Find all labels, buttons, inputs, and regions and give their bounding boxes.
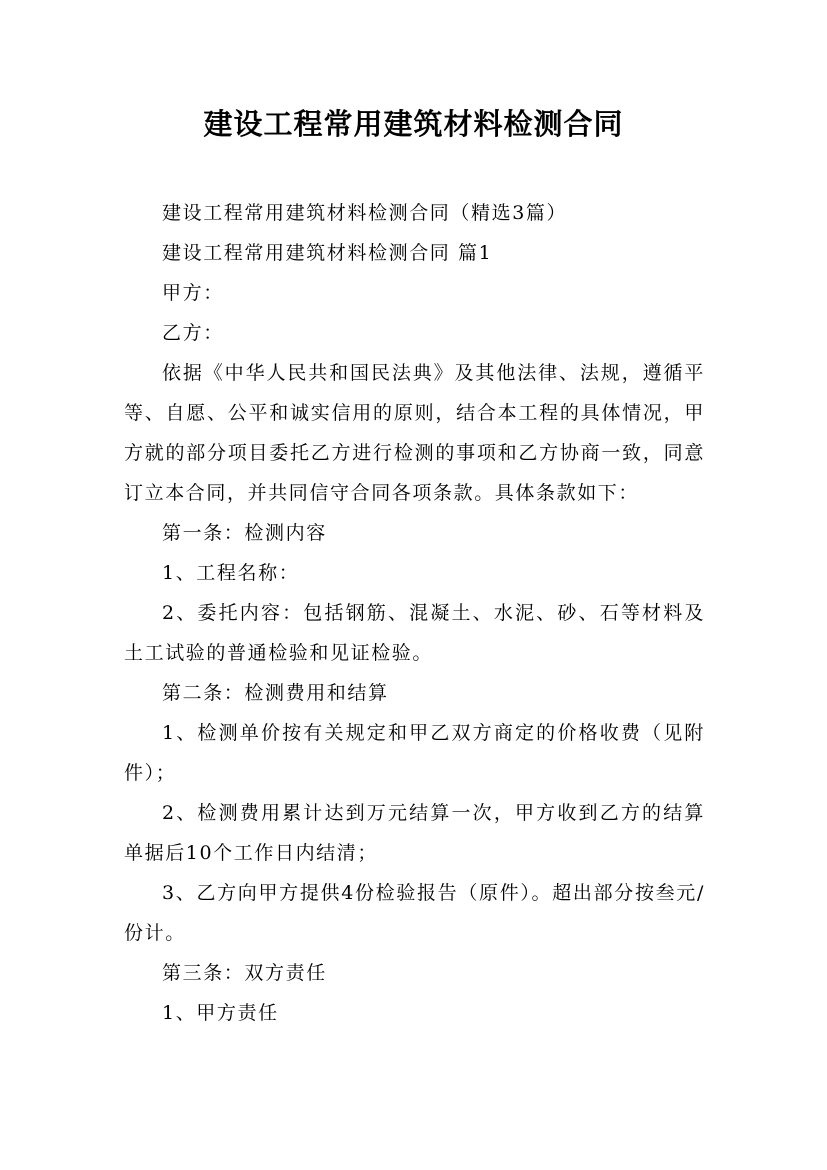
- paragraph-article-2-item-3: 3、乙方向甲方提供4份检验报告（原件）。超出部分按叁元/份计。: [124, 882, 705, 944]
- paragraph-article-2-item-2: 2、检测费用累计达到万元结算一次，甲方收到乙方的结算单据后10个工作日内结清；: [124, 802, 705, 864]
- paragraph-article-2-heading: 第二条：检测费用和结算: [162, 682, 389, 704]
- paragraph-article-1-heading: 第一条：检测内容: [162, 522, 327, 544]
- paragraph-section-heading: 建设工程常用建筑材料检测合同 篇1: [162, 242, 493, 264]
- paragraph-party-a: 甲方：: [162, 282, 224, 304]
- paragraph-article-3-item-1: 1、甲方责任: [162, 1002, 279, 1024]
- paragraph-article-3-heading: 第三条：双方责任: [162, 962, 327, 984]
- paragraph-article-1-item-2: 2、委托内容：包括钢筋、混凝土、水泥、砂、石等材料及土工试验的普通检验和见证检验。: [124, 602, 705, 664]
- paragraph-article-2-item-1: 1、检测单价按有关规定和甲乙双方商定的价格收费（见附件）；: [124, 722, 705, 784]
- document-body: [124, 193, 705, 1033]
- paragraph-party-b: 乙方：: [162, 322, 224, 344]
- document-title: 建设工程常用建筑材料检测合同: [203, 107, 624, 141]
- paragraph-subtitle: 建设工程常用建筑材料检测合同（精选3篇）: [162, 202, 568, 224]
- paragraph-preamble: 依据《中华人民共和国民法典》及其他法律、法规，遵循平等、自愿、公平和诚实信用的原则，结合本工程的具体情况，甲方就的部分项目委托乙方进行检测的事项和乙方协商一致，同意订立本合同，并共同信守合同各项条款。具体条款如下：: [124, 362, 705, 504]
- paragraph-article-1-item-1: 1、工程名称：: [162, 562, 300, 584]
